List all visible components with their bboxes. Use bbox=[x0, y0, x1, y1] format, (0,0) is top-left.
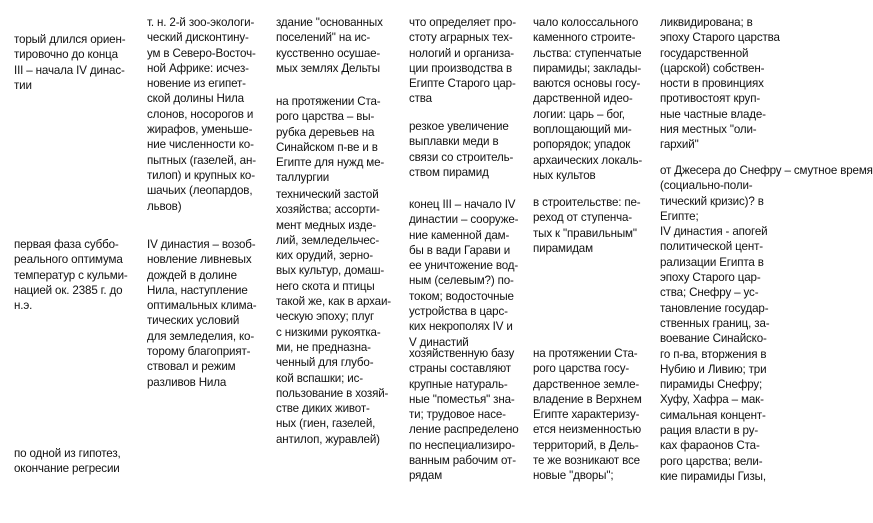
text-fragment: технический застой хозяйства; ассорти- мент медных изде- лий, земледельчес- ких орудий, зерно- вых культур, домаш- него скота и птицы такой же, как в архаи- ческую эпоху; плуг с низкими рукоятка- ми, не предназна- ченный для глубо- кой вспашки; ис- пользование в хозяй- стве диких живот- ных (гиен, газелей, антилоп, журавлей) bbox=[276, 188, 391, 446]
table-column-5 bbox=[533, 0, 655, 523]
text-fragment: т. н. 2-й зоо-экологи- ческий дисконтину- ум в Северо-Восточ- ной Африке: исчез- новение из египет- ской долины Нила слонов, носорогов и жирафов, уменьше- ние численности ко- пытных (газелей, ан- тилоп) и крупных ко- шачьих (леопардов, львов) bbox=[147, 16, 256, 213]
text-fragment: чало колоссального каменного строите- льства: ступенчатые пирамиды; заклады- ваются основы госу- дарственной идео- логии: царь – бог, воплощающий ми- ропорядок; упадок архаических локаль- ных культов bbox=[533, 16, 643, 182]
text-fragment: от Джесера до Снефру – смутное время (социально-поли- тический кризис)? в Египте; IV династия - апогей политической цент- рализации Египта в эпоху Старого цар- ства; Снефру – ус- тановление государ- ственных границ, за- воевание Синайско- го п-ва, вторжения в Нубию и Ливию; три пирамиды Снефру; Хуфу, Хафра – мак- симальная концент- рация власти в ру- ках фараонов Ста- рого царства; вели- кие пирамиды Гизы, bbox=[660, 164, 873, 483]
text-fragment: хозяйственную базу страны составляют крупные натураль- ные "поместья" зна- ти; трудовое насе- ление распределено по неспециализиро- ванным рабочим от- рядам bbox=[409, 347, 519, 483]
text-fragment: в строительстве: пе- реход от ступенча- тых к "правильным" пирамидам bbox=[533, 196, 641, 255]
text-fragment: ликвидирована; в эпоху Старого царства государственной (царской) собствен- ности в провинциях противостоят круп- ные частные владе- ния местных "оли- гархий" bbox=[660, 16, 780, 152]
text-fragment: резкое увеличение выплавки меди в связи со строитель- ством пирамид bbox=[409, 120, 514, 179]
table-column-3 bbox=[276, 0, 398, 523]
table-column-2 bbox=[147, 0, 267, 523]
text-fragment: на протяжении Ста- рого царства госу- дарственное земле- владение в Верхнем Египте характеризу- ется неизменностью территорий, в Дель- те же возникают все новые "дворы"; bbox=[533, 347, 642, 483]
text-fragment: что определяет про- стоту аграрных тех- нологий и организа- ции производства в Египте Старого цар- ства bbox=[409, 16, 516, 106]
text-fragment: по одной из гипотез, окончание регресии bbox=[14, 447, 121, 476]
table-column-4 bbox=[409, 0, 526, 523]
text-fragment: первая фаза суббо- реального оптимума температур с кульми- нацией ок. 2385 г. до н.э. bbox=[14, 238, 128, 313]
text-fragment: торый длился ориен- тировочно до конца III – начала IV динас- тии bbox=[14, 33, 126, 92]
text-fragment: на протяжении Ста- рого царства – вы- рубка деревьев на Синайском п-ве и в Египте для нужд ме- таллургии bbox=[276, 95, 385, 185]
text-fragment: IV династия – возоб- новление ливневых дождей в долине Нила, наступление оптимальных климa- тических условий для земледелия, ко- торому благоприят- ствовал и режим разливов Нила bbox=[147, 238, 257, 389]
text-fragment: конец III – начало IV династии – сооруже- ние каменной дам- бы в вади Гарави и ее уничтожение вод- ным (селевым?) по- током; водосточные устройства в царс- ких некрополях IV и V династий bbox=[409, 198, 519, 349]
table-column-6 bbox=[660, 0, 873, 523]
text-fragment: здание "основанных поселений" на ис- кусственно осушае- мых землях Дельты bbox=[276, 16, 383, 75]
table-column-1 bbox=[14, 0, 136, 523]
